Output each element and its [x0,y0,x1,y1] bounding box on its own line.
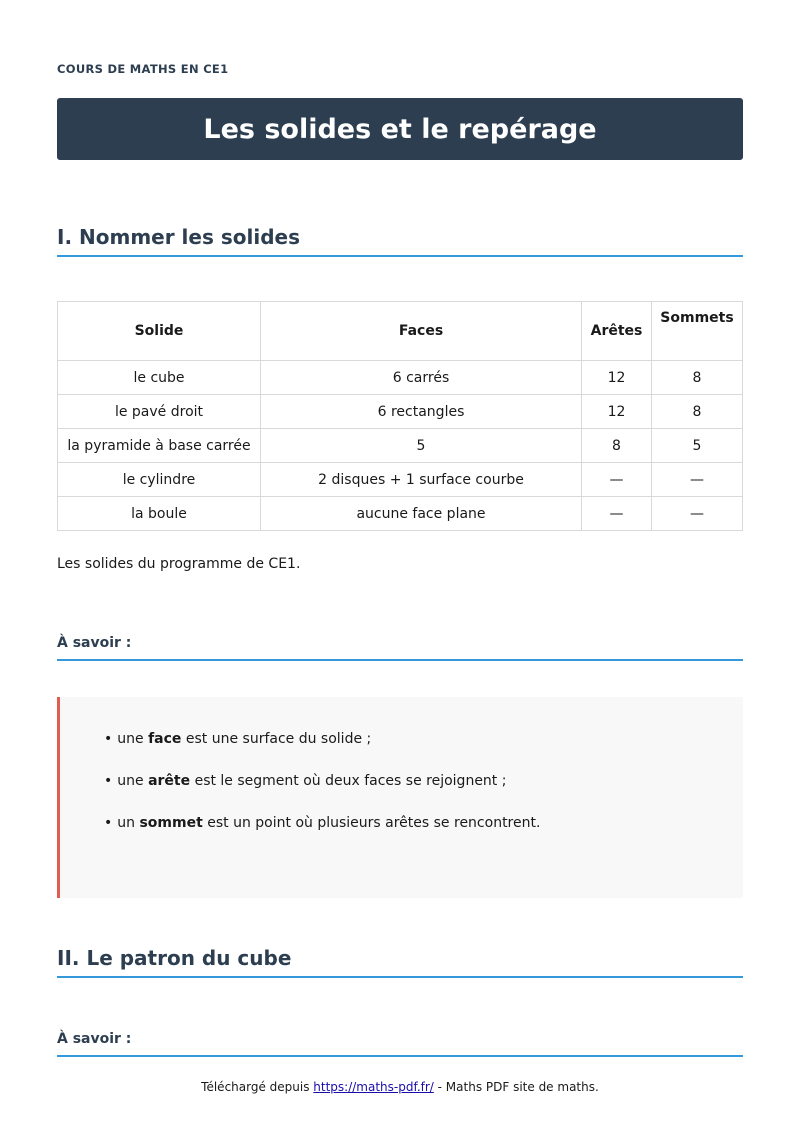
table-cell: aucune face plane [261,497,582,531]
course-label: COURS DE MATHS EN CE1 [57,62,229,76]
item-prefix: une [117,773,149,789]
table-cell: — [582,463,652,497]
footer-prefix: Téléchargé depuis [201,1080,314,1094]
table-row [58,497,743,531]
column-header: Sommets [652,302,743,361]
table-cell: la boule [58,497,261,531]
section-title-patron: II. Le patron du cube [57,946,743,978]
definition-list [104,730,540,856]
list-item [104,814,540,856]
item-term: arête [148,773,191,789]
bullet-icon: • [104,773,113,789]
table-header-row [58,302,743,361]
table-cell: 8 [582,429,652,463]
footer-suffix: - Maths PDF site de maths. [433,1080,599,1094]
item-term: sommet [139,815,203,831]
table-row [58,429,743,463]
table-cell: — [652,497,743,531]
footer [0,1080,800,1094]
table-cell: 5 [261,429,582,463]
table-row [58,395,743,429]
table-cell: 12 [582,395,652,429]
solids-table [57,301,743,531]
item-suffix: est le segment où deux faces se rejoignent ; [190,773,507,789]
item-suffix: est une surface du solide ; [181,731,372,747]
savoir-heading: À savoir : [57,1031,743,1057]
column-header: Arêtes [582,302,652,361]
table-caption: Les solides du programme de CE1. [57,556,301,572]
table-cell: le cube [58,361,261,395]
list-item [104,772,540,814]
column-header: Faces [261,302,582,361]
table-cell: 6 rectangles [261,395,582,429]
bullet-icon: • [104,815,113,831]
table-cell: — [582,497,652,531]
footer-link[interactable]: https://maths-pdf.fr/ [313,1080,434,1094]
title-banner [57,98,743,160]
column-header: Solide [58,302,261,361]
section-title-nommer: I. Nommer les solides [57,225,743,257]
table-cell: 12 [582,361,652,395]
savoir-heading: À savoir : [57,635,743,661]
page-title: Les solides et le repérage [203,113,597,145]
table-cell: le cylindre [58,463,261,497]
table-cell: 8 [652,361,743,395]
item-term: face [148,731,182,747]
table-cell: — [652,463,743,497]
table-cell: la pyramide à base carrée [58,429,261,463]
table-row [58,361,743,395]
item-prefix: un [117,815,140,831]
definition-box [57,697,743,898]
table-cell: le pavé droit [58,395,261,429]
item-suffix: est un point où plusieurs arêtes se rencontrent. [202,815,541,831]
bullet-icon: • [104,731,113,747]
table-cell: 5 [652,429,743,463]
list-item [104,730,540,772]
table-cell: 8 [652,395,743,429]
table-cell: 2 disques + 1 surface courbe [261,463,582,497]
table-cell: 6 carrés [261,361,582,395]
table-row [58,463,743,497]
item-prefix: une [117,731,149,747]
